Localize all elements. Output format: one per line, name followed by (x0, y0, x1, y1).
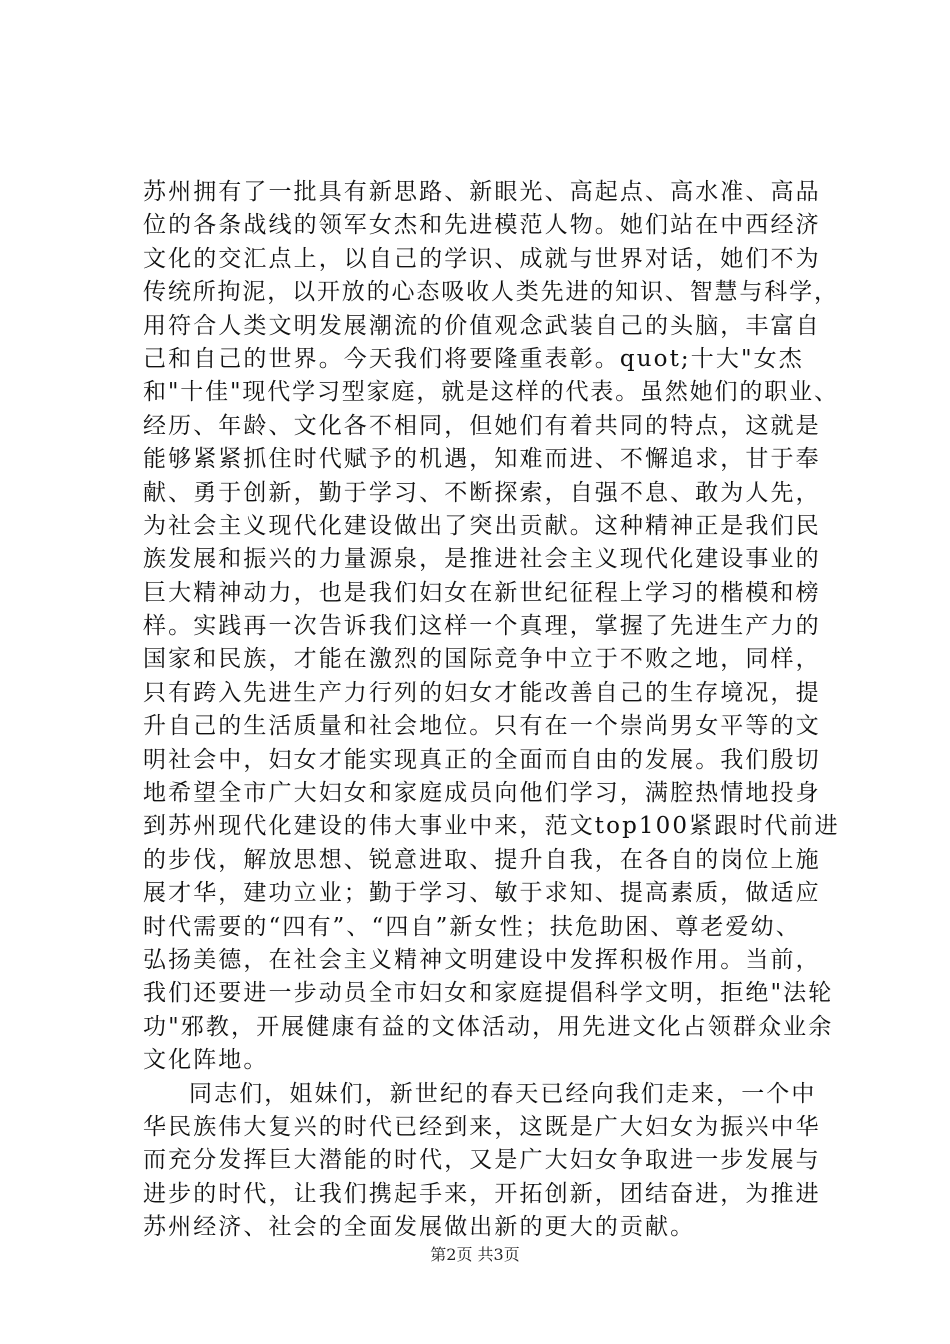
text-line: 地希望全市广大妇女和家庭成员向他们学习，满腔热情地投身 (143, 780, 821, 807)
text-line: 到苏州现代化建设的伟大事业中来，范文top100紧跟时代前进 (143, 813, 840, 840)
text-line: 苏州拥有了一批具有新思路、新眼光、高起点、高水准、高品 (143, 179, 821, 205)
text-line: 经历、年龄、文化各不相同，但她们有着共同的特点，这就是 (143, 412, 821, 439)
text-line: 功"邪教，开展健康有益的文体活动，用先进文化占领群众业余 (143, 1013, 834, 1040)
text-line: 我们还要进一步动员全市妇女和家庭提倡科学文明，拒绝"法轮 (143, 980, 834, 1007)
text-line: 时代需要的“四有”、“四自”新女性；扶危助困、尊老爱幼、 (143, 913, 801, 940)
text-line: 进步的时代，让我们携起手来，开拓创新，团结奋进，为推进 (143, 1180, 821, 1207)
text-line: 华民族伟大复兴的时代已经到来，这既是广大妇女为振兴中华 (143, 1113, 821, 1140)
page-number-footer: 第2页 共3页 (430, 1245, 520, 1264)
text-line: 而充分发挥巨大潜能的时代，又是广大妇女争取进一步发展与 (143, 1147, 821, 1174)
text-line: 展才华，建功立业；勤于学习、敏于求知、提高素质，做适应 (143, 880, 821, 907)
text-line: 传统所拘泥，以开放的心态吸收人类先进的知识、智慧与科学， (143, 279, 839, 306)
text-line: 国家和民族，才能在激烈的国际竞争中立于不败之地，同样， (143, 646, 821, 673)
text-line: 能够紧紧抓住时代赋予的机遇，知难而进、不懈追求，甘于奉 (143, 446, 821, 473)
text-line: 己和自己的世界。今天我们将要隆重表彰。quot;十大"女杰 (143, 345, 804, 372)
text-line: 升自己的生活质量和社会地位。只有在一个崇尚男女平等的文 (143, 713, 821, 740)
text-line: 的步伐，解放思想、锐意进取、提升自我，在各自的岗位上施 (143, 846, 821, 873)
text-line: 只有跨入先进生产力行列的妇女才能改善自己的生存境况，提 (143, 679, 821, 706)
text-line: 弘扬美德，在社会主义精神文明建设中发挥积极作用。当前， (143, 946, 821, 973)
text-line: 巨大精神动力，也是我们妇女在新世纪征程上学习的楷模和榜 (143, 579, 821, 606)
text-line: 位的各条战线的领军女杰和先进模范人物。她们站在中西经济 (143, 212, 821, 239)
text-line: 苏州经济、社会的全面发展做出新的更大的贡献。 (143, 1214, 696, 1241)
text-line: 用符合人类文明发展潮流的价值观念武装自己的头脑，丰富自 (143, 312, 821, 339)
text-line: 为社会主义现代化建设做出了突出贡献。这种精神正是我们民 (143, 512, 821, 539)
body-text (143, 176, 843, 1245)
text-line: 文化阵地。 (143, 1047, 269, 1074)
text-line: 献、勇于创新，勤于学习、不断探索，自强不息、敢为人先， (143, 479, 821, 506)
text-line: 族发展和振兴的力量源泉，是推进社会主义现代化建设事业的 (143, 546, 821, 573)
text-line: 明社会中，妇女才能实现真正的全面而自由的发展。我们殷切 (143, 746, 821, 773)
paragraph-start-line: 同志们，姐妹们，新世纪的春天已经向我们走来，一个中 (189, 1080, 817, 1107)
text-line: 样。实践再一次告诉我们这样一个真理，掌握了先进生产力的 (143, 613, 821, 640)
text-line: 和"十佳"现代学习型家庭，就是这样的代表。虽然她们的职业、 (143, 379, 839, 406)
text-line: 文化的交汇点上，以自己的学识、成就与世界对话，她们不为 (143, 245, 821, 272)
